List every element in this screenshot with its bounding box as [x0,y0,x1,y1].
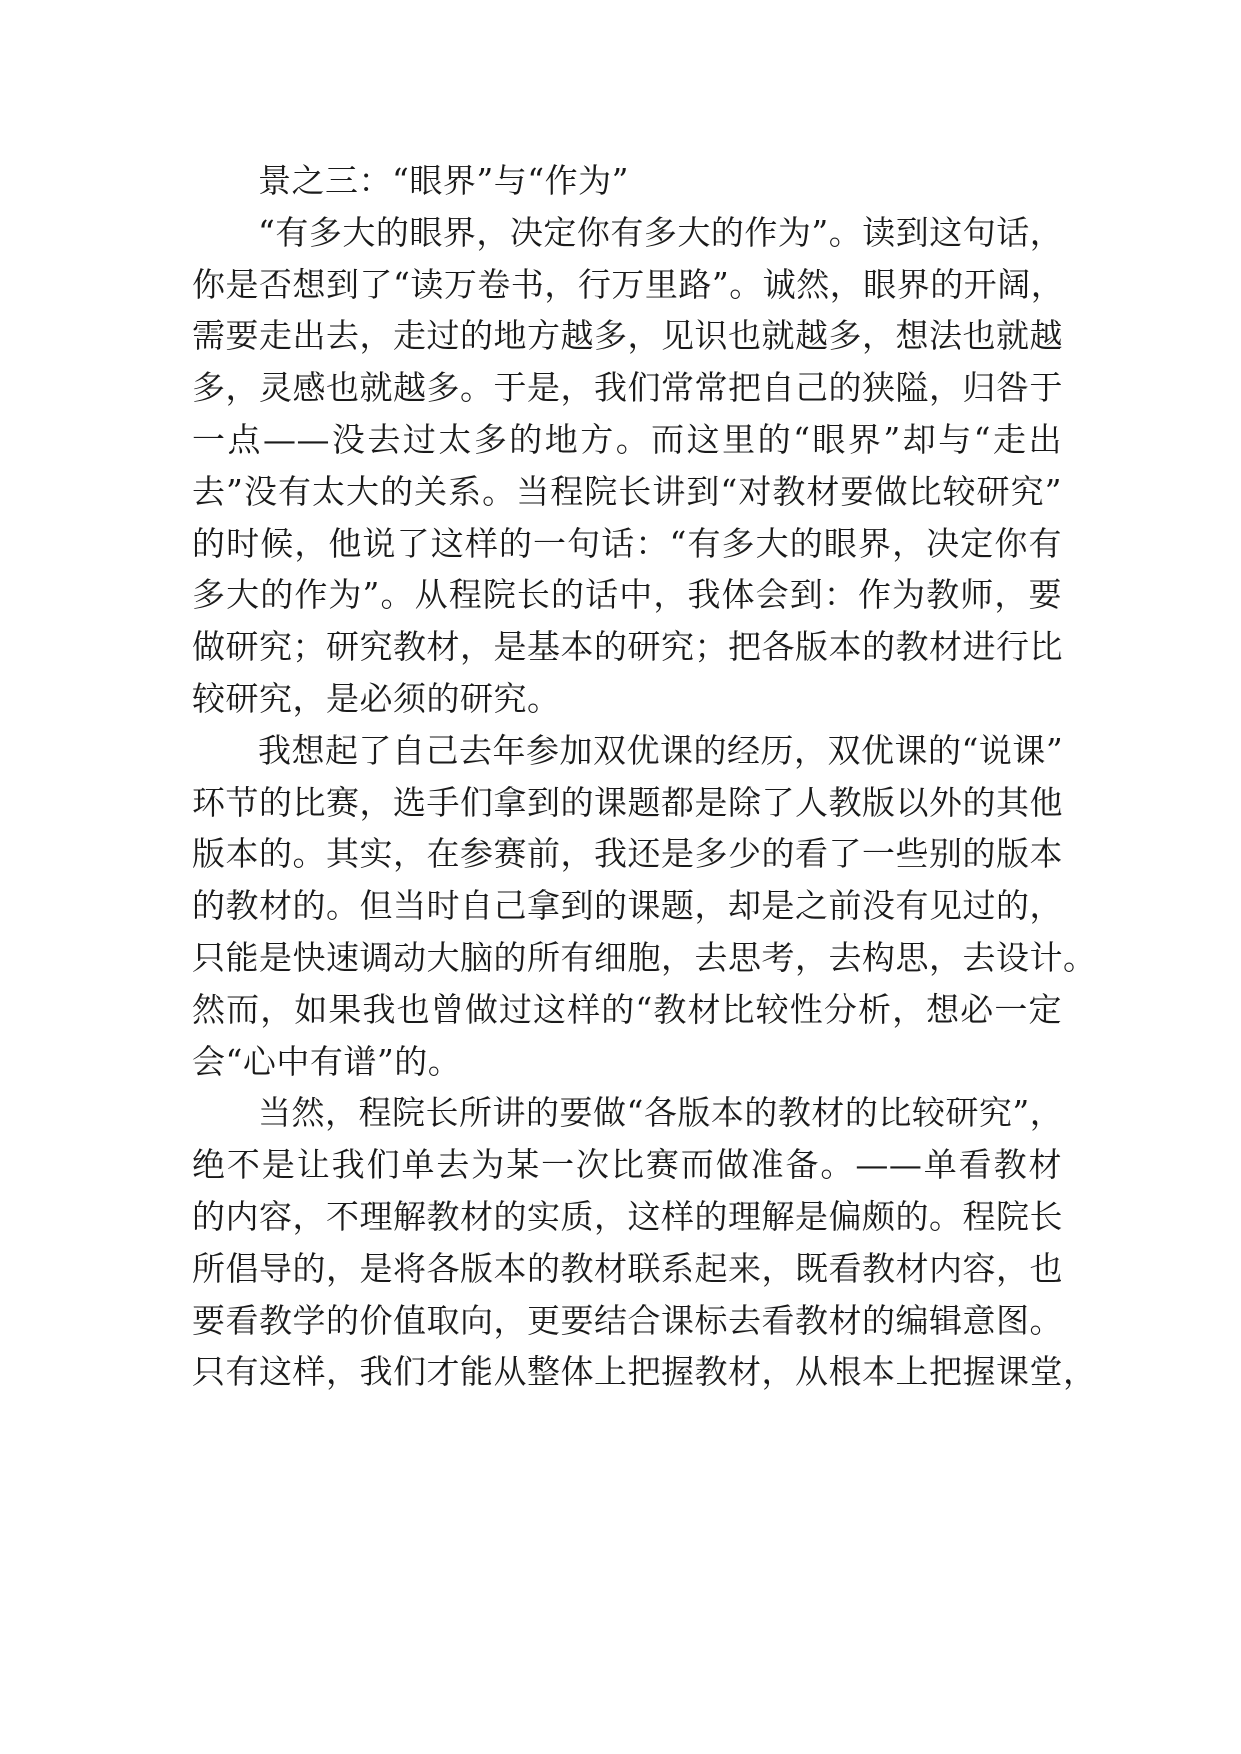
paragraph-3-line: 当然，程院长所讲的要做“各版本的教材的比较研究”， [258,1093,1064,1133]
paragraph-1-line: 需要走出去，走过的地方越多，见识也就越多，想法也就越 [192,316,1063,356]
paragraph-1-line: “有多大的眼界，决定你有多大的作为”。读到这句话， [258,212,1064,252]
paragraph-1-line: 多，灵感也就越多。于是，我们常常把自己的狭隘，归咎于 [192,368,1063,408]
paragraph-2-line: 我想起了自己去年参加双优课的经历，双优课的“说课” [258,730,1064,770]
paragraph-2-line: 会“心中有谱”的。 [192,1041,462,1081]
paragraph-1-line: 较研究，是必须的研究。 [192,678,561,718]
paragraph-2-line: 的教材的。但当时自己拿到的课题，却是之前没有见过的， [192,886,1063,926]
paragraph-3-line: 要看教学的价值取向，更要结合课标去看教材的编辑意图。 [192,1300,1063,1340]
paragraph-2-line: 只能是快速调动大脑的所有细胞，去思考，去构思，去设计。 [192,937,1097,977]
paragraph-3-line: 绝不是让我们单去为某一次比赛而做准备。——单看教材 [192,1145,1062,1185]
document-body [192,155,1097,1398]
paragraph-2-line: 版本的。其实，在参赛前，我还是多少的看了一些别的版本 [192,834,1063,874]
paragraph-1-line: 去”没有太大的关系。当程院长讲到“对教材要做比较研究” [192,471,1062,511]
paragraph-1-line: 你是否想到了“读万卷书，行万里路”。诚然，眼界的开阔， [192,264,1065,304]
paragraph-1-line: 的时候，他说了这样的一句话：“有多大的眼界，决定你有 [192,523,1062,563]
paragraph-1-line: 做研究；研究教材，是基本的研究；把各版本的教材进行比 [192,627,1063,667]
paragraph-2-line: 然而，如果我也曾做过这样的“教材比较性分析，想必一定 [192,989,1062,1029]
paragraph-3-line: 只有这样，我们才能从整体上把握教材，从根本上把握课堂， [192,1352,1097,1392]
paragraph-1-line: 一点——没去过太多的地方。而这里的“眼界”却与“走出 [192,419,1062,459]
section-heading: 景之三：“眼界”与“作为” [258,161,629,200]
paragraph-1-line: 多大的作为”。从程院长的话中，我体会到：作为教师，要 [192,575,1062,615]
paragraph-3-line: 所倡导的，是将各版本的教材联系起来，既看教材内容，也 [192,1248,1063,1288]
paragraph-2-line: 环节的比赛，选手们拿到的课题都是除了人教版以外的其他 [192,782,1063,822]
paragraph-3-line: 的内容，不理解教材的实质，这样的理解是偏颇的。程院长 [192,1196,1063,1236]
